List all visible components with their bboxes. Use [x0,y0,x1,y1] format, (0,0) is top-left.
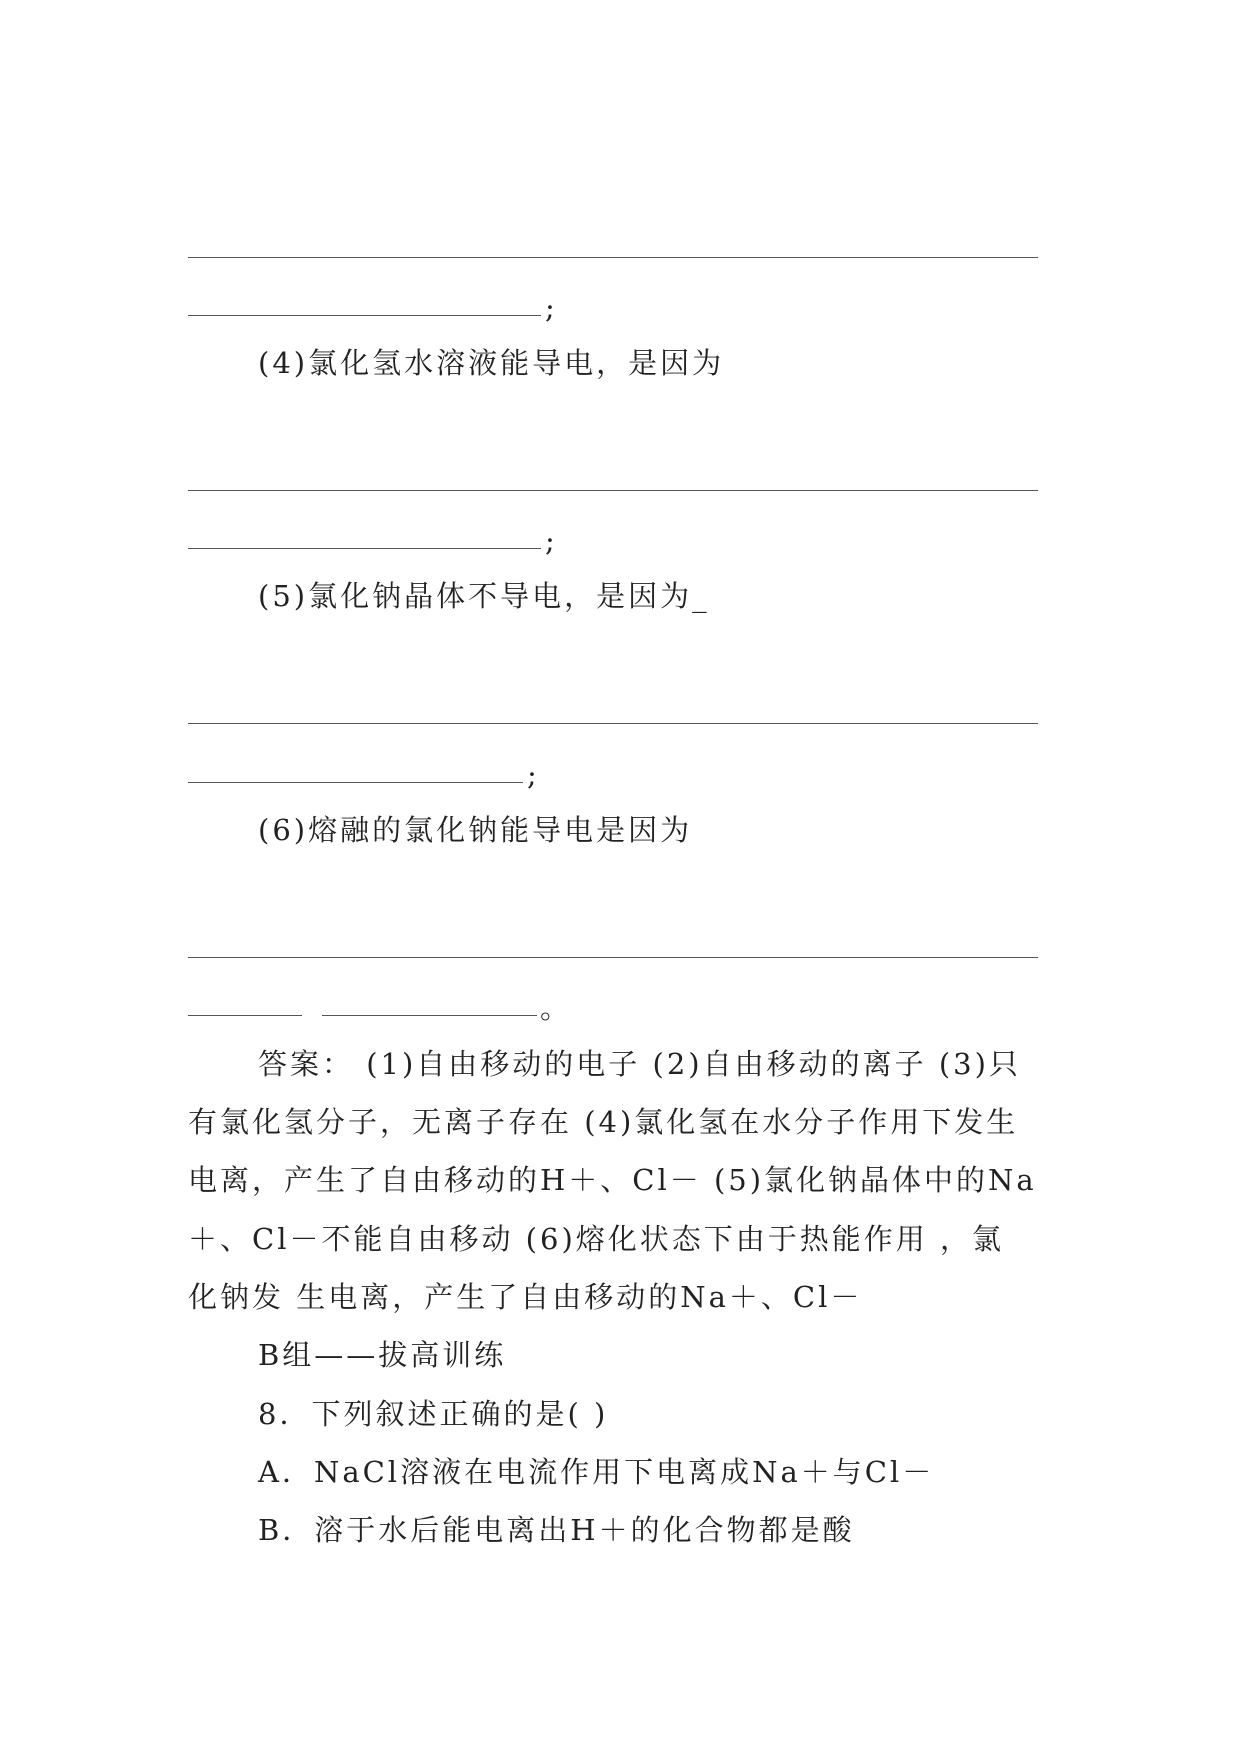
period: 。 [540,991,570,1025]
answer-blank-line [188,490,1038,491]
question-5-prompt: (5)氯化钠晶体不导电，是因为_ [258,579,710,613]
semicolon: ; [527,758,537,792]
answer-blank-line [188,315,541,316]
option-a: A．NaCl溶液在电流作用下电离成Na＋与Cl－ [258,1455,935,1489]
question-4-prompt: (4)氯化氢水溶液能导电，是因为 [258,346,725,380]
answer-blank-line [188,723,1038,724]
answer-line-1: 答案： (1)自由移动的电子 (2)自由移动的离子 (3)只 [258,1047,1021,1081]
answer-line-4: ＋、Cl－不能自由移动 (6)熔化状态下由于热能作用 ，氯 [188,1222,1004,1256]
answer-blank-line [188,1015,302,1016]
semicolon: ; [545,524,555,558]
answer-line-5: 化钠发 生电离，产生了自由移动的Na＋、Cl－ [188,1280,863,1314]
answer-blank-line [188,957,1038,958]
answer-blank-line [188,548,541,549]
answer-line-3: 电离，产生了自由移动的H＋、Cl－ (5)氯化钠晶体中的Na [188,1163,1037,1197]
answer-line-2: 有氯化氢分子，无离子存在 (4)氯化氢在水分子作用下发生 [188,1105,1019,1139]
answer-blank-line [322,1015,537,1016]
option-b: B．溶于水后能电离出H＋的化合物都是酸 [258,1513,855,1547]
question-8-stem: 8．下列叙述正确的是( ) [258,1397,609,1431]
semicolon: ; [545,291,555,325]
answer-blank-line [188,782,523,783]
answer-blank-line [188,257,1038,258]
question-6-prompt: (6)熔融的氯化钠能导电是因为 [258,813,693,847]
section-heading: B组——拔高训练 [258,1338,507,1372]
